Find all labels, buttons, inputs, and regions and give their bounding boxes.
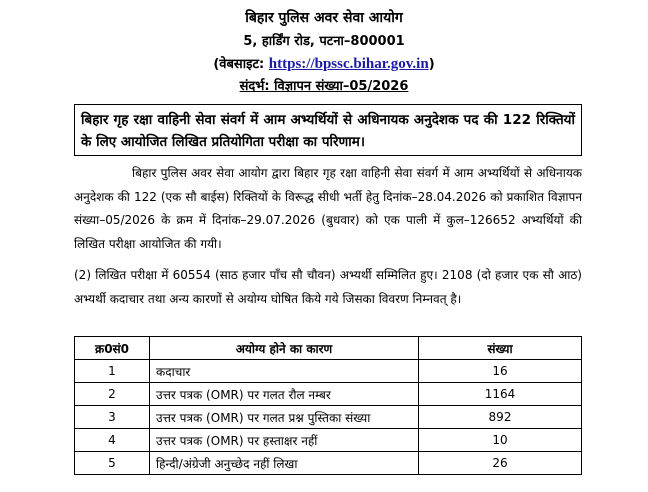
row-reason: उत्तर पत्रक (OMR) पर गलत प्रश्न पुस्तिका संख्या xyxy=(150,406,419,429)
subject-box: बिहार गृह रक्षा वाहिनी सेवा संवर्ग में आम अभ्यर्थियों से अधिनायक अनुदेशक पद की 122 रिक्तियों के लिए आयोजित लिखित प्रतियोगिता परीक्षा का परिणाम। xyxy=(74,104,582,156)
header-reason: अयोग्य होने का कारण xyxy=(150,337,419,360)
website-suffix: ) xyxy=(428,57,435,72)
row-reason: हिन्दी/अंग्रेजी अनुच्छेद नहीं लिखा xyxy=(150,452,419,475)
table-row xyxy=(75,360,582,383)
row-reason: उत्तर पत्रक (OMR) पर गलत रौल नम्बर xyxy=(150,383,419,406)
header-serial: क्र0सं0 xyxy=(75,337,150,360)
org-title: बिहार पुलिस अवर सेवा आयोग xyxy=(245,10,403,26)
disqualification-table xyxy=(74,336,582,475)
website-line xyxy=(0,54,648,73)
row-serial: 2 xyxy=(75,383,150,406)
paragraph-2: (2) लिखित परीक्षा में 60554 (साठ हजार पाँच सौ चौवन) अभ्यर्थी सम्मिलित हुए। 2108 (दो हजार एक सौ आठ) अभ्यर्थी कदाचार तथा अन्य कारणों से अयोग्य घोषित किये गये जिसका विवरण निम्नवत् है। xyxy=(74,268,582,306)
website-prefix: (वेबसाइट: xyxy=(213,57,265,72)
reference-line: संदर्भ: विज्ञापन संख्या–05/2026 xyxy=(239,79,409,94)
table-row xyxy=(75,429,582,452)
row-reason: उत्तर पत्रक (OMR) पर हस्ताक्षर नहीं xyxy=(150,429,419,452)
row-serial: 3 xyxy=(75,406,150,429)
table-row xyxy=(75,452,582,475)
table-header-row xyxy=(75,337,582,360)
row-count: 892 xyxy=(419,406,582,429)
website-link[interactable]: https://bpssc.bihar.gov.in xyxy=(268,56,429,72)
table-row xyxy=(75,406,582,429)
row-reason: कदाचार xyxy=(150,360,419,383)
row-count: 1164 xyxy=(419,383,582,406)
org-address: 5, हार्डिंग रोड, पटना–800001 xyxy=(243,34,405,49)
row-count: 10 xyxy=(419,429,582,452)
paragraph-1: बिहार पुलिस अवर सेवा आयोग द्वारा बिहार गृह रक्षा वाहिनी सेवा संवर्ग में आम अभ्यर्थियों से अधिनायक अनुदेशक की 122 (एक सौ बाईस) रिक्तियों के विरूद्ध सीधी भर्ती हेतु दिनांक–28.04.2026 को प्रकाशित विज्ञापन संख्या–05/2026 के क्रम में दिनांक–29.07.2026 (बुधवार) को एक पाली में कुल–126652 अभ्यर्थियों की लिखित परीक्षा आयोजित की गयी। xyxy=(74,166,582,251)
row-serial: 1 xyxy=(75,360,150,383)
row-serial: 5 xyxy=(75,452,150,475)
row-serial: 4 xyxy=(75,429,150,452)
row-count: 26 xyxy=(419,452,582,475)
header-count: संख्या xyxy=(419,337,582,360)
row-count: 16 xyxy=(419,360,582,383)
table-row xyxy=(75,383,582,406)
